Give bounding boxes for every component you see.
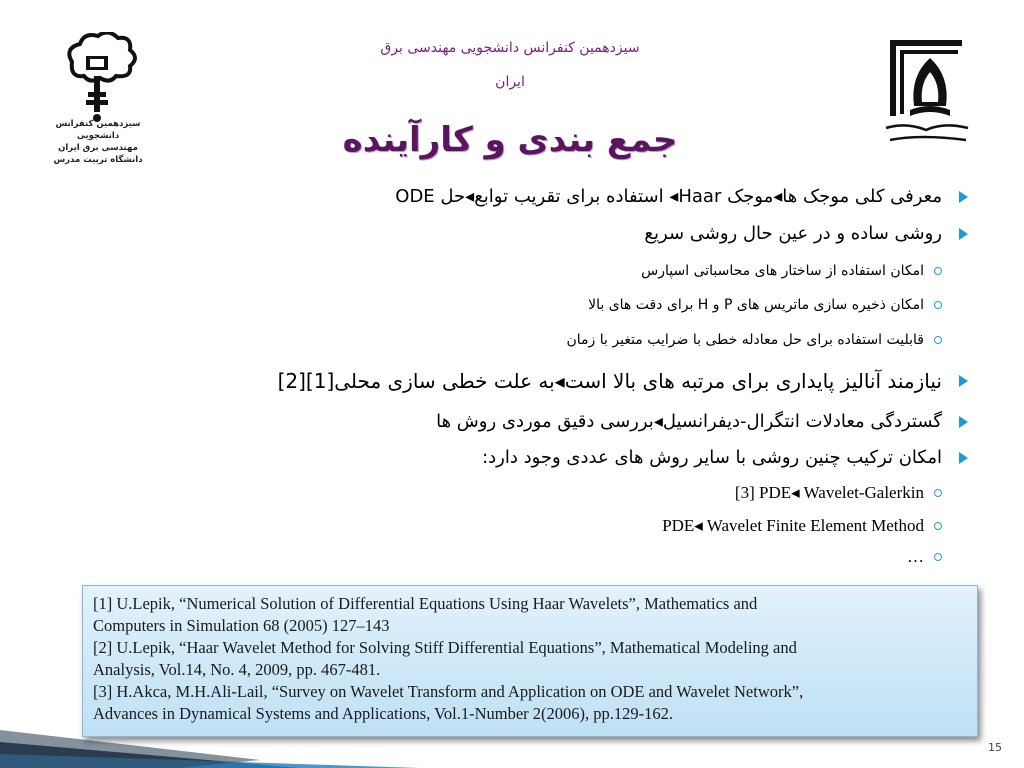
- bullet-text: امکان ترکیب چنین روشی با سایر روش های عددی وجود دارد:: [482, 447, 942, 468]
- triangle-bullet-icon: [959, 228, 968, 240]
- circle-bullet-icon: [934, 336, 942, 344]
- page-number: 15: [988, 741, 1002, 754]
- bullet-text: نیازمند آنالیز پایداری برای مرتبه های بالا است◂به علت خطی سازی محلی[1][2]: [277, 369, 942, 393]
- bullet-item: [160, 440, 968, 476]
- reference-line: Advances in Dynamical Systems and Applications, Vol.1-Number 2(2006), pp.129-162.: [93, 704, 674, 723]
- bullet-text: امکان استفاده از ساختار های محاسباتی اسپارس: [641, 263, 924, 279]
- triangle-bullet-icon: [959, 452, 968, 464]
- university-emblem-icon: [880, 36, 976, 160]
- reference-line: [1] U.Lepik, “Numerical Solution of Differential Equations Using Haar Wavelets”, Mathematics and: [93, 594, 758, 613]
- sub-bullet-item: [160, 254, 968, 288]
- bullet-text: امکان ذخیره سازی ماتریس های P و H برای دقت های بالا: [588, 297, 924, 313]
- reference-line: Computers in Simulation 68 (2005) 127–143: [93, 616, 390, 635]
- left-logo-caption-line: مهندسی برق ایران: [58, 143, 138, 153]
- left-logo-caption-line: دانشگاه تربیت مدرس: [53, 155, 143, 165]
- circle-bullet-icon: [934, 267, 942, 275]
- left-logo-caption-line: سیزدهمین کنفرانس دانشجویی: [55, 119, 141, 141]
- left-logo-caption: [40, 118, 156, 166]
- triangle-bullet-icon: [959, 375, 968, 387]
- bullet-text: [3] PDE◂ Wavelet-Galerkin: [734, 483, 924, 502]
- sub-bullet-item: [160, 542, 968, 572]
- bullet-text: روشی ساده و در عین حال روشی سریع: [644, 223, 942, 244]
- conference-name: سیزدهمین کنفرانس دانشجویی مهندسی برق: [380, 40, 640, 56]
- sub-bullet-item: [160, 509, 968, 542]
- triangle-bullet-icon: [959, 416, 968, 428]
- triangle-bullet-icon: [959, 191, 968, 203]
- slide-title: جمع بندی و کارآینده: [342, 120, 678, 160]
- bullet-item: [160, 214, 968, 254]
- reference-line: Analysis, Vol.14, No. 4, 2009, pp. 467-481.: [93, 660, 381, 679]
- sub-bullet-item: [160, 476, 968, 509]
- reference-line: [2] U.Lepik, “Haar Wavelet Method for Solving Stiff Differential Equations”, Mathematical Modeling and: [93, 638, 797, 657]
- conference-name-line2: ایران: [495, 74, 525, 90]
- sub-bullet-item: [160, 322, 968, 358]
- sub-bullet-item: [160, 288, 968, 322]
- bullet-item: [160, 180, 968, 214]
- bullet-text: قابلیت استفاده برای حل معادله خطی با ضرایب متغیر با زمان: [566, 332, 924, 348]
- bullet-text: PDE◂ Wavelet Finite Element Method: [662, 516, 924, 535]
- bullet-item: [160, 358, 968, 404]
- bullet-list: [160, 180, 968, 572]
- bullet-text: معرفی کلی موجک ها◂موجک Haar◂ استفاده برای تقریب توابع◂حل ODE: [395, 186, 942, 207]
- bullet-text: گستردگی معادلات انتگرال-دیفرانسیل◂بررسی دقیق موردی روش ها: [436, 411, 942, 432]
- circle-bullet-icon: [934, 301, 942, 309]
- references-box: [82, 585, 978, 737]
- bullet-item: [160, 404, 968, 440]
- circle-bullet-icon: [934, 553, 942, 561]
- circle-bullet-icon: [934, 489, 942, 497]
- reference-line: [3] H.Akca, M.H.Ali-Lail, “Survey on Wavelet Transform and Application on ODE and Wavelet Network”,: [93, 682, 804, 701]
- circle-bullet-icon: [934, 522, 942, 530]
- bullet-text: …: [907, 547, 924, 566]
